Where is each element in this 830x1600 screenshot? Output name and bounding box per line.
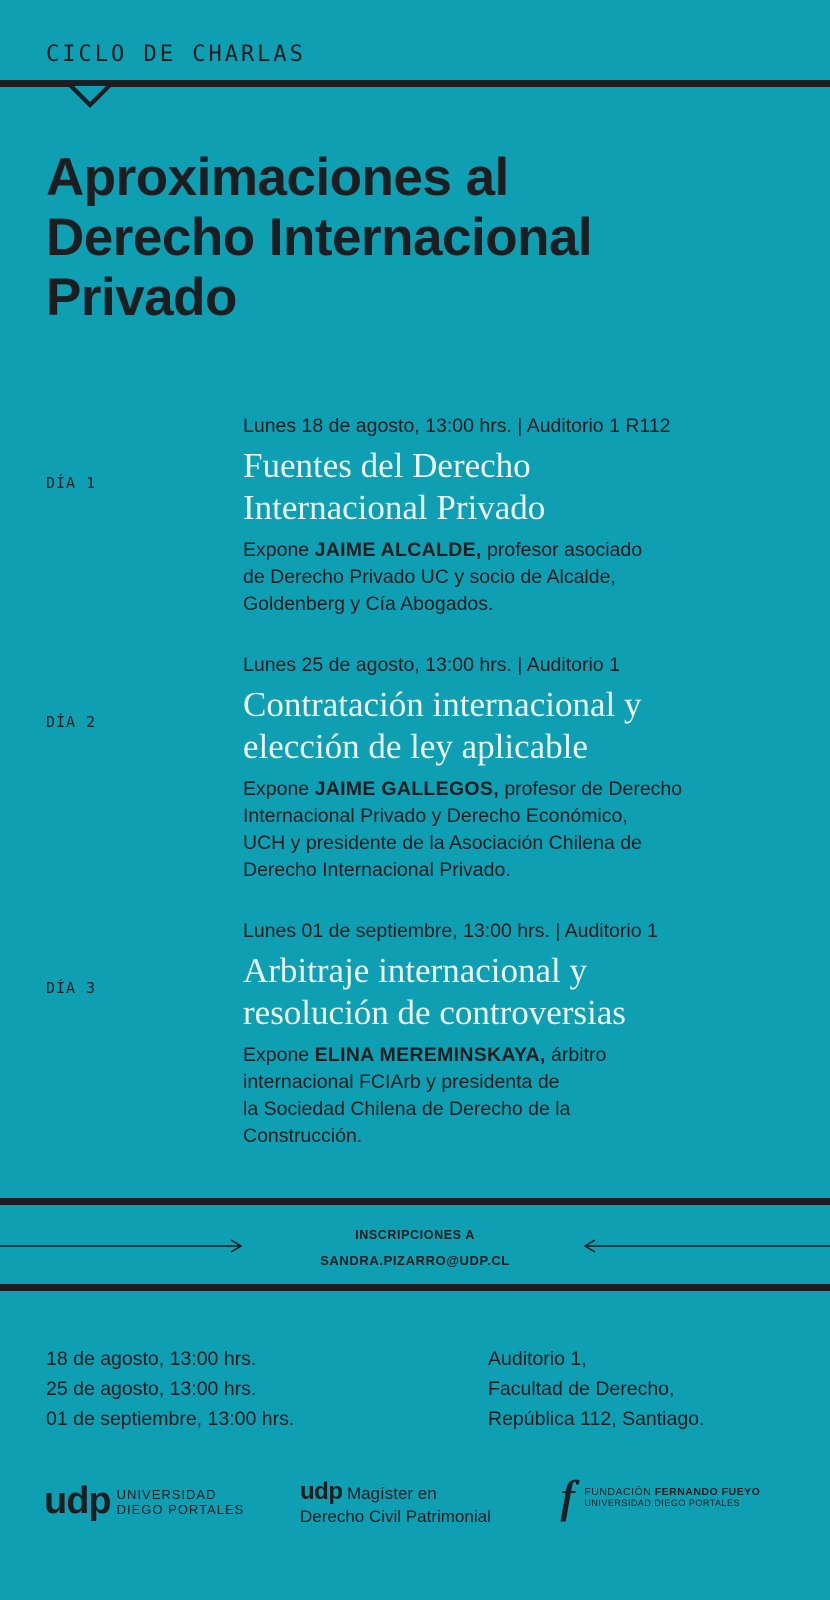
speaker-bio: Construcción. — [243, 1125, 363, 1147]
session-description — [243, 776, 818, 884]
session-description — [243, 537, 818, 618]
udp-logo — [44, 1480, 244, 1523]
registration-top-rule — [0, 1198, 830, 1205]
topic-line: elección de ley aplicable — [243, 727, 588, 766]
left-arrow-icon — [585, 1240, 830, 1252]
session-topic — [243, 445, 818, 529]
speaker-bio: árbitro — [545, 1044, 607, 1066]
fundacion-logo — [560, 1470, 760, 1523]
topic-line: Arbitraje internacional y — [243, 951, 588, 990]
udp-wordmark: udp — [44, 1480, 111, 1522]
speaker-prefix: Expone — [243, 539, 315, 561]
speaker-bio: profesor asociado — [481, 539, 643, 561]
header-notch-inner — [74, 86, 106, 102]
speaker-name: JAIME ALCALDE, — [314, 539, 482, 561]
title-line: Derecho Internacional — [46, 208, 593, 267]
fundacion-sub: UNIVERSIDAD DIEGO PORTALES — [584, 1497, 741, 1508]
speaker-bio: profesor de Derecho — [498, 778, 683, 800]
series-kicker: CICLO DE CHARLAS — [46, 42, 306, 67]
session-date: Lunes 01 de septiembre, 13:00 hrs. | Auditorio 1 — [243, 920, 658, 942]
speaker-bio: la Sociedad Chilena de Derecho de la — [243, 1098, 571, 1120]
summary-place — [488, 1344, 704, 1434]
fundacion-prefix: FUNDACIÓN — [584, 1485, 655, 1498]
session-2 — [243, 652, 818, 884]
speaker-name: ELINA MEREMINSKAYA, — [314, 1044, 546, 1066]
speaker-name: JAIME GALLEGOS, — [314, 778, 499, 800]
registration-email[interactable]: SANDRA.PIZARRO@UDP.CL — [320, 1253, 510, 1268]
udp-sub-line: DIEGO PORTALES — [116, 1501, 245, 1517]
topic-line: resolución de controversias — [243, 993, 626, 1032]
speaker-bio: Internacional Privado y Derecho Económico, — [243, 805, 628, 827]
speaker-prefix: Expone — [243, 1044, 315, 1066]
magister-line: Derecho Civil Patrimonial — [300, 1507, 491, 1526]
summary-date: 18 de agosto, 13:00 hrs. — [46, 1348, 257, 1370]
topic-line: Contratación internacional y — [243, 685, 642, 724]
magister-logo — [300, 1478, 491, 1528]
place-line: República 112, Santiago. — [488, 1408, 705, 1430]
fundacion-mark-icon: fff — [560, 1471, 563, 1522]
right-arrow-icon — [0, 1240, 241, 1252]
day-label-2: DÍA 2 — [46, 713, 97, 731]
magister-udp-wordmark: udp — [300, 1478, 343, 1505]
place-line: Auditorio 1, — [488, 1348, 587, 1370]
registration-label: INSCRIPCIONES A — [355, 1228, 475, 1242]
magister-line: Magíster en — [346, 1484, 437, 1503]
title-line: Aproximaciones al — [46, 148, 509, 207]
topic-line: Internacional Privado — [243, 488, 546, 527]
summary-date: 01 de septiembre, 13:00 hrs. — [46, 1408, 295, 1430]
fundacion-name: FERNANDO FUEYO — [654, 1485, 761, 1498]
session-description — [243, 1042, 818, 1150]
registration-arrows — [0, 1236, 830, 1256]
place-line: Facultad de Derecho, — [488, 1378, 675, 1400]
speaker-bio: de Derecho Privado UC y socio de Alcalde, — [243, 566, 616, 588]
header-rule — [0, 80, 830, 87]
session-date: Lunes 25 de agosto, 13:00 hrs. | Auditorio 1 — [243, 654, 620, 676]
speaker-bio: UCH y presidente de la Asociación Chilena de — [243, 832, 642, 854]
session-3 — [243, 918, 818, 1150]
session-date: Lunes 18 de agosto, 13:00 hrs. | Auditorio 1 R112 — [243, 415, 671, 437]
title-line: Privado — [46, 268, 237, 327]
speaker-bio: internacional FCIArb y presidenta de — [243, 1071, 560, 1093]
registration-bottom-rule — [0, 1284, 830, 1291]
day-label-1: DÍA 1 — [46, 474, 97, 492]
session-topic — [243, 950, 818, 1034]
summary-date: 25 de agosto, 13:00 hrs. — [46, 1378, 257, 1400]
session-topic — [243, 684, 818, 768]
session-1 — [243, 413, 818, 618]
speaker-prefix: Expone — [243, 778, 315, 800]
topic-line: Fuentes del Derecho — [243, 446, 531, 485]
speaker-bio: Goldenberg y Cía Abogados. — [243, 593, 494, 615]
speaker-bio: Derecho Internacional Privado. — [243, 859, 511, 881]
udp-sub-line: UNIVERSIDAD — [116, 1486, 217, 1502]
page-title — [46, 148, 786, 328]
day-label-3: DÍA 3 — [46, 979, 97, 997]
summary-dates — [46, 1344, 294, 1434]
